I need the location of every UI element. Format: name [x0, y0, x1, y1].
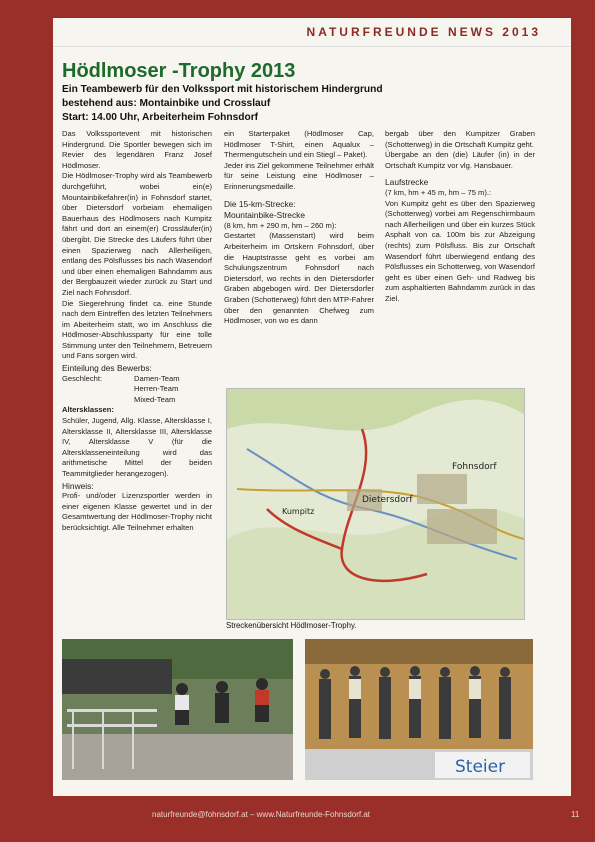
- hinweis-heading: Hinweis:: [62, 480, 94, 491]
- uebergabe-paragraph: Übergabe an den (die) Läufer (in) in der Ortschaft Kumpitz vor vlg. Hansbauer.: [385, 150, 535, 170]
- lauf-text: Von Kumpitz geht es über den Spazierweg (Schotterweg) vorbei am Regenschirmbaum nach Allerheiligen und über ein kurzes Stück Asphalt von ca. 100m bis zur Abzeigung (rechts) zum Pölsfluss. Bis zur Ortschaft Wasendorf führt überwiegend entlang des Pölsflusses ein Schotterweg, von Wasendorf geht es über einen Geh- und Radweg bis zum asphaltierten Bahndamm zurück in das Ziel.: [385, 198, 535, 303]
- column-3: [385, 129, 535, 305]
- map-label: Fohnsdorf: [452, 462, 497, 472]
- award-ceremony-photo: [305, 639, 533, 780]
- siegerehrung-paragraph: Die Siegerehrung findet ca. eine Stunde nach dem Eintreffen des letzten Teilnehmers im Abeiterheim statt, wo im Anschluss die Hödlmoser-Abschlussparty für eine tolle Stimmung unter den Teilnehmern, Betreuern und Fans sorgen wird.: [62, 298, 212, 361]
- einteilung-heading: Einteilung des Bewerbs:: [62, 363, 152, 374]
- intro-paragraph: Das Volkssportevent mit historischen Hindergrund. Die Sportler bewegen sich im Revier des legendären Franz Josef Hödlmoser.: [62, 129, 212, 170]
- lauf-stats: (7 km, hm + 45 m, hm – 75 m).:: [385, 187, 492, 197]
- trophy-paragraph: Die Hödlmoser-Trophy wird als Teambewerb durchgeführt, wobei ein(e) Mountainbikefahrer(in) in Fohnsdorf startet, über Dietersdorf vorbeiam ehemaligen Bauerhaus des Hödlmosers nach Kumpitz fährt und dort an einem(er) Crossläufer(in) übergibt. Die Strecke des Läufers führt über einen Spazierweg nach Allerheiligen, entlang des Pölsflusses bis nach Wasendorf und über einen ehemaligen Bahndamm aus der Bergbauzeit wieder zurück zu Start und Ziel nach Fohnsdorf.: [62, 171, 212, 297]
- page-number: 11: [571, 810, 580, 819]
- finish-line-photo-graphic: [62, 639, 293, 780]
- column-2: [224, 129, 374, 327]
- map-caption: Streckenübersicht Hödlmoser-Trophy.: [226, 621, 357, 630]
- footer-contact: naturfreunde@fohnsdorf.at – www.Naturfreunde-Fohnsdorf.at: [152, 810, 371, 819]
- subtitle-line: bestehend aus: Montainbike und Crosslauf: [62, 98, 271, 109]
- subtitle-line: Start: 14.00 Uhr, Arbeiterheim Fohnsdorf: [62, 112, 259, 123]
- hinweis-text: Profi- und/oder Lizenzsportler werden in einer eigenen Klasse gewertet und in der Gesamtwertung der Hödlmoser-Trophy nicht berücksichtigt. Alle Teilnehmer erhalten: [62, 491, 212, 532]
- article-title: Hödlmoser -Trophy 2013: [62, 60, 296, 82]
- header-bar: [53, 18, 571, 47]
- bike-stats: (8 km, hm + 290 m, hm – 260 m):: [224, 220, 337, 230]
- kumpitz-paragraph: bergab über den Kumpitzer Graben (Schotterweg) in die Ortschaft Kumpitz geht.: [385, 129, 535, 149]
- geschlecht-value: Mixed-Team: [134, 394, 176, 404]
- altersklassen-text: Schüler, Jugend, Allg. Klasse, Altersklasse I, Altersklasse II, Altersklasse III, Altersklasse IV, Altersklasse V (für die Altersklasseneinteilung wird das arithmetische Mittel der beiden Teammitglieder herangezogen).: [62, 416, 212, 478]
- map-label: Kumpitz: [282, 507, 315, 516]
- header-title: NATURFREUNDE NEWS 2013: [306, 25, 541, 39]
- subtitle-line: Ein Teambewerb für den Volkssport mit historischem Hindergrund: [62, 84, 383, 95]
- article-subtitle: [62, 83, 532, 125]
- column-1: [62, 129, 212, 534]
- geschlecht-value: Damen-Team: [134, 373, 180, 383]
- finish-line-photo: [62, 639, 293, 780]
- lauf-heading: Laufstrecke: [385, 177, 429, 188]
- bike-subheading: Mountainbike-Strecke: [224, 210, 305, 221]
- starterpaket-paragraph: ein Starterpaket (Hödlmoser Cap, Hödlmoser T-Shirt, einen Aqualux – Thermengutschein und ein Stiegl – Paket).: [224, 129, 374, 160]
- geschlecht-value: Herren-Team: [134, 384, 179, 394]
- altersklassen-heading: Altersklassen:: [62, 405, 114, 415]
- bike-heading: Die 15-km-Strecke:: [224, 198, 296, 209]
- route-map: [226, 388, 525, 620]
- geschlecht-table: [62, 374, 212, 406]
- banner-text: Steier: [455, 757, 506, 777]
- medaille-paragraph: Jeder ins Ziel gekommene Teilnehmer erhält für seine Leistung eine Hödlmoser – Erinnerungsmedaille.: [224, 160, 374, 191]
- geschlecht-label: Geschlecht:: [62, 373, 103, 383]
- map-label: Dietersdorf: [362, 495, 413, 505]
- bike-text: Gestartet (Massenstart) wird beim Arbeiterheim im Ortskern Fohnsdorf, über die Hauptstrasse geht es vorbei am Schulungszentrum Fohnsdorf nach Dietersdorf, wo rechts in den Dietersdorfer Graben abgebogen wird. Der Dietersdorfer Graben (Schotterweg) führt den MTP-Fahrer über den genannten Chefweg zum Hödlmoser, von wo es dann: [224, 231, 374, 326]
- award-ceremony-photo-graphic: [305, 639, 533, 780]
- route-map-graphic: [227, 389, 524, 619]
